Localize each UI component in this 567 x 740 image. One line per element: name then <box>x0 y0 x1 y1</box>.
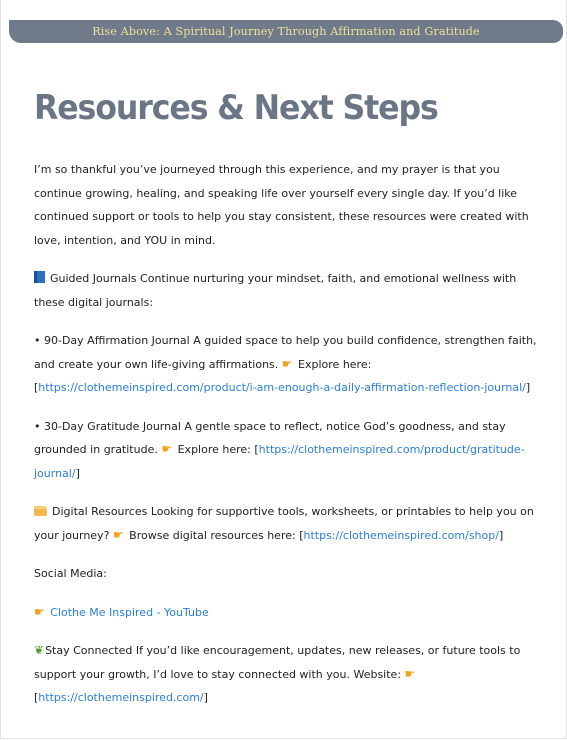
guided-journals-paragraph <box>34 267 544 314</box>
affirmation-bracket-open: [ <box>34 381 39 394</box>
leaf-icon: ❦ <box>34 643 45 657</box>
pointing-hand-icon: ☛ <box>34 604 45 619</box>
folder-icon <box>34 506 47 516</box>
affirmation-bracket-close: ] <box>525 381 531 394</box>
stay-connected-text: Stay Connected If you’d like encouragement, updates, new releases, or future tools to support your growth, I’d love to stay connected with you. Website: <box>34 644 521 681</box>
digital-resources-link[interactable]: https://clothemeinspired.com/shop/ <box>303 528 499 542</box>
affirmation-journal-link[interactable]: https://clothemeinspired.com/product/i-am-enough-a-daily-affirmation-reflection-journal/ <box>38 381 526 394</box>
website-bracket-close: ] <box>203 691 208 704</box>
gratitude-journal-paragraph <box>34 415 544 486</box>
digital-browse-label: Browse digital resources here: [ <box>129 528 304 542</box>
website-bracket-open: [ <box>34 691 39 704</box>
digital-resources-text: Digital Resources Looking for supportive tools, worksheets, or printables to help you on your journey? <box>34 505 534 542</box>
gratitude-bracket-close: ] <box>75 466 80 480</box>
gratitude-explore-label: Explore here: [ <box>177 443 259 456</box>
document-body <box>34 158 544 725</box>
header-title: Rise Above: A Spiritual Journey Through Affirmation and Gratitude <box>92 25 480 38</box>
stay-connected-paragraph <box>34 639 544 710</box>
header-banner <box>9 20 563 43</box>
youtube-paragraph <box>34 601 544 625</box>
affirmation-journal-paragraph <box>34 329 544 400</box>
intro-paragraph: I’m so thankful you’ve journeyed through this experience, and my prayer is that you continue growing, healing, and speaking life over yourself every single day. If you’d like continued support or tools to help you stay consistent, these resources were created with love, intention, and YOU in mind. <box>34 163 529 247</box>
blue-book-icon <box>34 271 45 283</box>
social-media-label: Social Media: <box>34 567 107 580</box>
guided-journals-text: Guided Journals Continue nurturing your mindset, faith, and emotional wellness with these digital journals: <box>34 272 517 309</box>
pointing-hand-icon: ☛ <box>161 442 173 456</box>
youtube-link[interactable]: Clothe Me Inspired - YouTube <box>50 605 209 619</box>
pointing-hand-icon: ☛ <box>112 527 124 542</box>
page-title: Resources & Next Steps <box>34 88 438 128</box>
gratitude-journal-text: • 30-Day Gratitude Journal A gentle space to reflect, notice God’s goodness, and stay grounded in gratitude. <box>34 419 506 456</box>
affirmation-journal-text: • 90-Day Affirmation Journal A guided space to help you build confidence, strengthen faith, and create your own life-giving affirmations. <box>34 334 537 371</box>
digital-bracket-close: ] <box>498 528 504 542</box>
pointing-hand-icon: ☛ <box>281 356 293 371</box>
website-link[interactable]: https://clothemeinspired.com/ <box>38 691 204 704</box>
digital-resources-paragraph <box>34 500 544 547</box>
pointing-hand-icon: ☛ <box>404 666 416 681</box>
gratitude-journal-link[interactable]: https://clothemeinspired.com/product/gratitude-journal/ <box>34 443 525 480</box>
affirmation-explore-label: Explore here: <box>298 357 372 371</box>
